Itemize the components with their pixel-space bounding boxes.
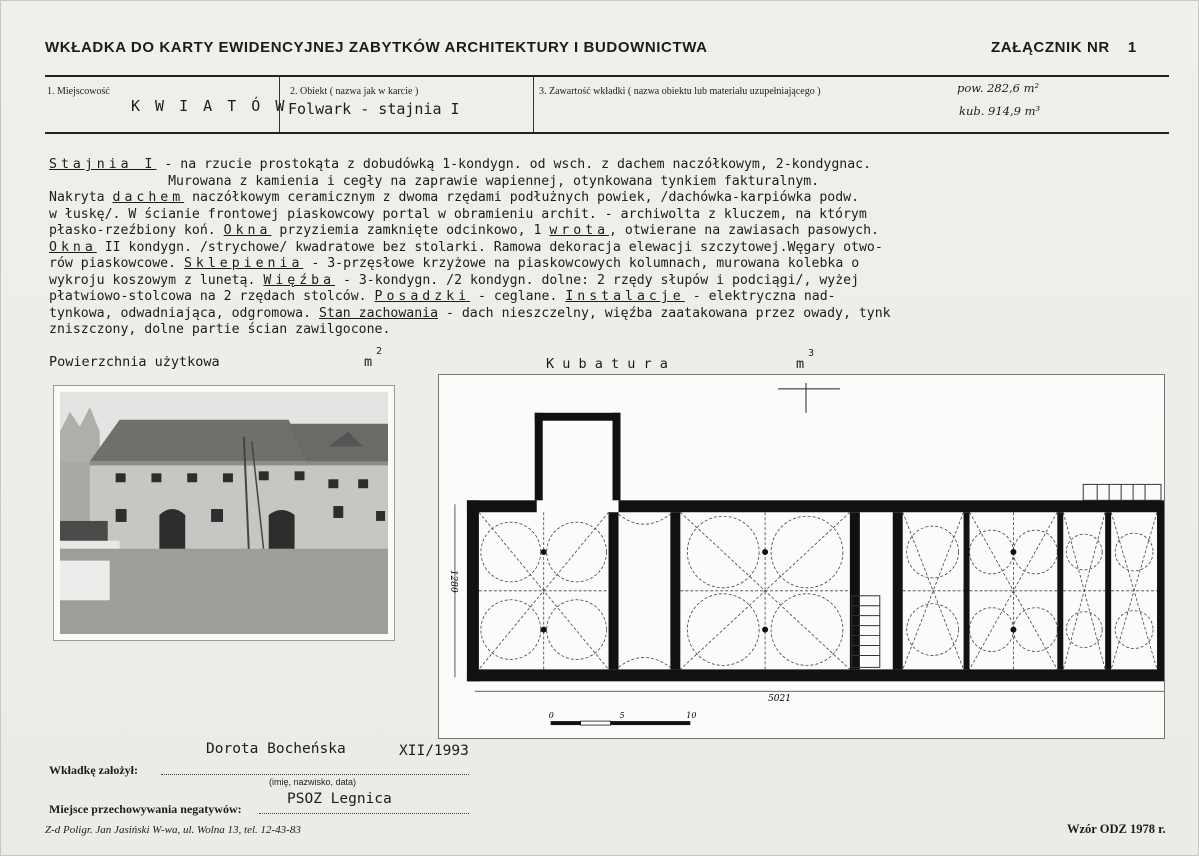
usable-area-label: Powierzchnia użytkowa [49,354,220,370]
attachment-number-value: 1 [1127,39,1137,56]
author-label: Wkładkę założył: [49,763,138,777]
scale-label-10: 10 [686,711,697,721]
form-title: WKŁADKA DO KARTY EWIDENCYJNEJ ZABYTKÓW ARCHITEKTURY I BUDOWNICTWA [45,39,708,56]
locality-label: 1. Miejscowość [47,86,110,97]
description-text [49,157,1149,339]
printer-credit: Z-d Poligr. Jan Jasiński W-wa, ul. Wolna 13, tel. 12-43-83 [45,824,301,836]
negatives-location: PSOZ Legnica [287,791,392,807]
desc-line-9: płatwiowo-stolcowa na 2 rzędach stolców. Posadzki - ceglane. Instalacje - elektryczna nad- [49,289,836,304]
locality-value: K W I A T Ó W [131,97,288,115]
desc-line-10: tynkowa, odwadniająca, odgromowa. Stan zachowania - dach nieszczelny, więźba zaatakowana przez owady, tynk [49,305,891,321]
volume-note: kub. 914,9 m³ [959,104,1041,118]
attachment-label: ZAŁĄCZNIK NR [991,39,1110,56]
author-name: Dorota Bocheńska [206,741,346,757]
plan-length-dimension: 5021 [768,694,791,705]
object-value: Folwark - stajnia I [288,100,460,118]
object-label: 2. Obiekt ( nazwa jak w karcie ) [290,86,419,97]
record-date: XII/1993 [399,743,469,759]
content-label: 3. Zawartość wkładki ( nazwa obiektu lub materiału uzupełniającego ) [539,86,821,97]
area-note: pow. 282,6 m² [957,81,1040,95]
attachment-number [991,39,1137,56]
field-divider-2 [533,77,534,132]
desc-line-11: zniszczony, dolne partie ścian zawilgocone. [49,322,391,337]
scale-label-0: 0 [548,711,554,721]
volume-exponent: 3 [808,348,815,359]
scale-label-5: 5 [619,711,625,721]
form-number: Wzór ODZ 1978 r. [1067,822,1166,836]
volume-unit: m [796,356,805,372]
negatives-dotted-line [259,813,469,814]
author-hint: (imię, nazwisko, data) [269,777,357,787]
desc-line-1: Stajnia I - na rzucie prostokąta z dobudówką 1-kondygn. od wsch. z dachem naczółkowym, 2-kondygnac. [49,157,872,172]
plan-width-dimension: 1280 [447,569,458,593]
desc-line-6: Okna II kondygn. /strychowe/ kwadratowe bez stolarki. Ramowa dekoracja elewacji szczytowej.Węgary otwo- [49,239,883,255]
usable-area-unit: m [364,354,373,370]
header-rule-bottom [45,132,1169,134]
floor-plan-frame [438,374,1165,739]
desc-line-4: w łuskę/. W ścianie frontowej piaskowcowy portal w obramieniu archit. - archiwolta z kluczem, na którym [49,206,867,222]
header-rule-top [45,75,1169,77]
volume-label: K u b a t u r a [546,356,668,372]
desc-line-7: rów piaskowcowe. Sklepienia - 3-przęsłowe krzyżowe na piaskowcowych kolumnach, murowana kolebka o [49,256,860,271]
desc-line-3: Nakryta dachem naczółkowym ceramicznym z dwoma rzędami podłużnych powiek, /dachówka-karpiówka podw. [49,190,860,205]
desc-line-8: wykroju koszowym z lunetą. Więźba - 3-kondygn. /2 kondygn. dolne: 2 rzędy słupów i podciągi/, wyżej [49,272,860,288]
negatives-label: Miejsce przechowywania negatywów: [49,802,242,816]
author-dotted-line [161,774,469,775]
desc-line-5: płasko-rzeźbiony koń. Okna przyziemia zamknięte odcinkowo, 1 wrota, otwierane na zawiasach pasowych. [49,223,879,238]
floor-plan [439,375,1164,738]
usable-area-exponent: 2 [376,346,383,357]
desc-line-2: Murowana z kamienia i cegły na zaprawie wapiennej, otynkowana tynkiem fakturalnym. [49,173,820,189]
building-photo [60,392,388,634]
building-photo-frame [53,385,395,641]
